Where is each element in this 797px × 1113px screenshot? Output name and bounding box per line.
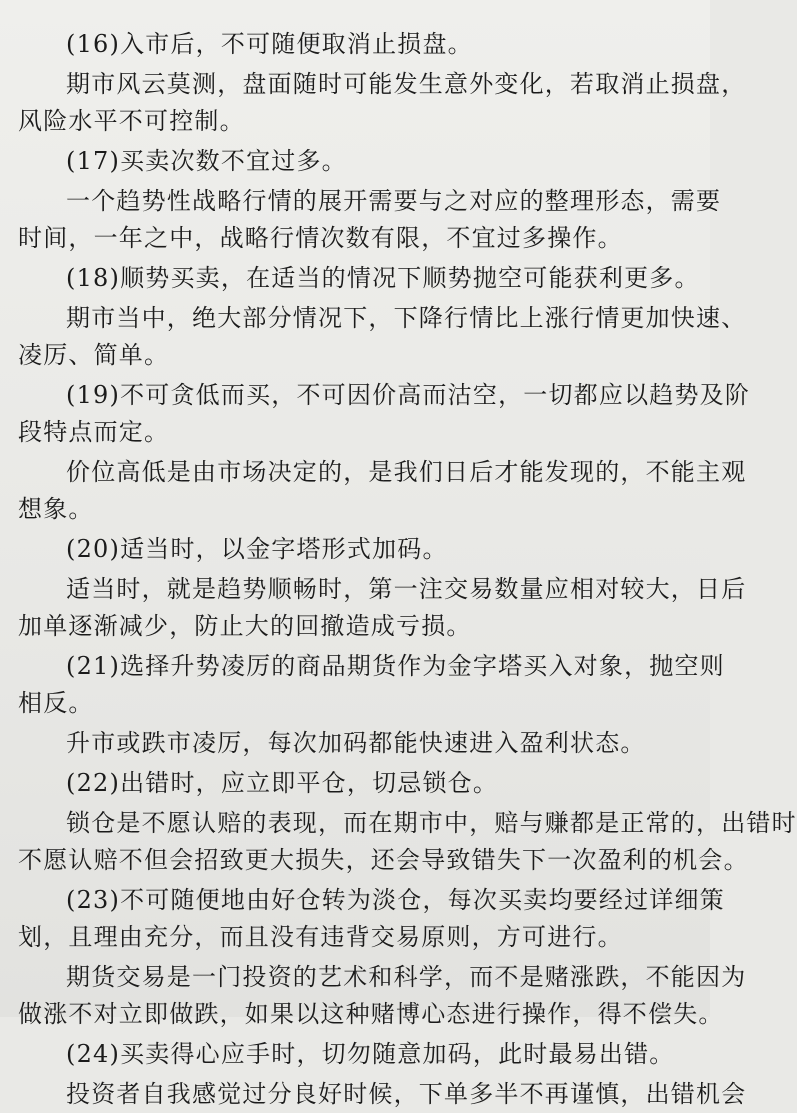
body-line: 期市当中，绝大部分情况下，下降行情比上涨行情更加快速、	[66, 304, 747, 332]
body-line: 价位高低是由市场决定的，是我们日后才能发现的，不能主观	[66, 458, 747, 486]
body-line: 风险水平不可控制。	[18, 107, 245, 135]
body-line: 期市风云莫测，盘面随时可能发生意外变化，若取消止损盘，	[66, 70, 747, 98]
rule-21-heading: (21)选择升势凌厉的商品期货作为金字塔买入对象，抛空则	[66, 652, 725, 680]
body-line: 投资者自我感觉过分良好时候，下单多半不再谨慎，出错机会	[66, 1080, 747, 1108]
rule-16-heading: (16)入市后，不可随便取消止损盘。	[66, 30, 473, 58]
body-line: 时间，一年之中，战略行情次数有限，不宜过多操作。	[18, 224, 623, 252]
body-line: 锁仓是不愿认赔的表现，而在期市中，赔与赚都是正常的，出错时	[66, 809, 797, 837]
rule-23-heading: (23)不可随便地由好仓转为淡仓，每次买卖均要经过详细策	[66, 886, 725, 914]
body-line: 想象。	[18, 495, 94, 523]
rule-19-heading-cont: 段特点而定。	[18, 418, 170, 446]
rule-24-heading: (24)买卖得心应手时，切勿随意加码，此时最易出错。	[66, 1040, 675, 1068]
body-line: 适当时，就是趋势顺畅时，第一注交易数量应相对较大，日后	[66, 575, 747, 603]
rule-17-heading: (17)买卖次数不宜过多。	[66, 147, 347, 175]
body-line: 凌厉、简单。	[18, 341, 170, 369]
body-line: 升市或跌市凌厉，每次加码都能快速进入盈利状态。	[66, 729, 646, 757]
rule-23-heading-cont: 划，且理由充分，而且没有违背交易原则，方可进行。	[18, 923, 623, 951]
body-line: 不愿认赔不但会招致更大损失，还会导致错失下一次盈利的机会。	[18, 846, 749, 874]
rule-22-heading: (22)出错时，应立即平仓，切忌锁仓。	[66, 769, 499, 797]
body-line: 做涨不对立即做跌，如果以这种赌博心态进行操作，得不偿失。	[18, 1000, 724, 1028]
body-line: 一个趋势性战略行情的展开需要与之对应的整理形态，需要	[66, 187, 722, 215]
rule-21-heading-cont: 相反。	[18, 689, 94, 717]
body-line: 加单逐渐减少，防止大的回撤造成亏损。	[18, 612, 472, 640]
rule-20-heading: (20)适当时，以金字塔形式加码。	[66, 535, 448, 563]
body-line: 期货交易是一门投资的艺术和科学，而不是赌涨跌，不能因为	[66, 963, 747, 991]
rule-18-heading: (18)顺势买卖，在适当的情况下顺势抛空可能获利更多。	[66, 264, 700, 292]
rule-19-heading: (19)不可贪低而买，不可因价高而沽空，一切都应以趋势及阶	[66, 381, 751, 409]
